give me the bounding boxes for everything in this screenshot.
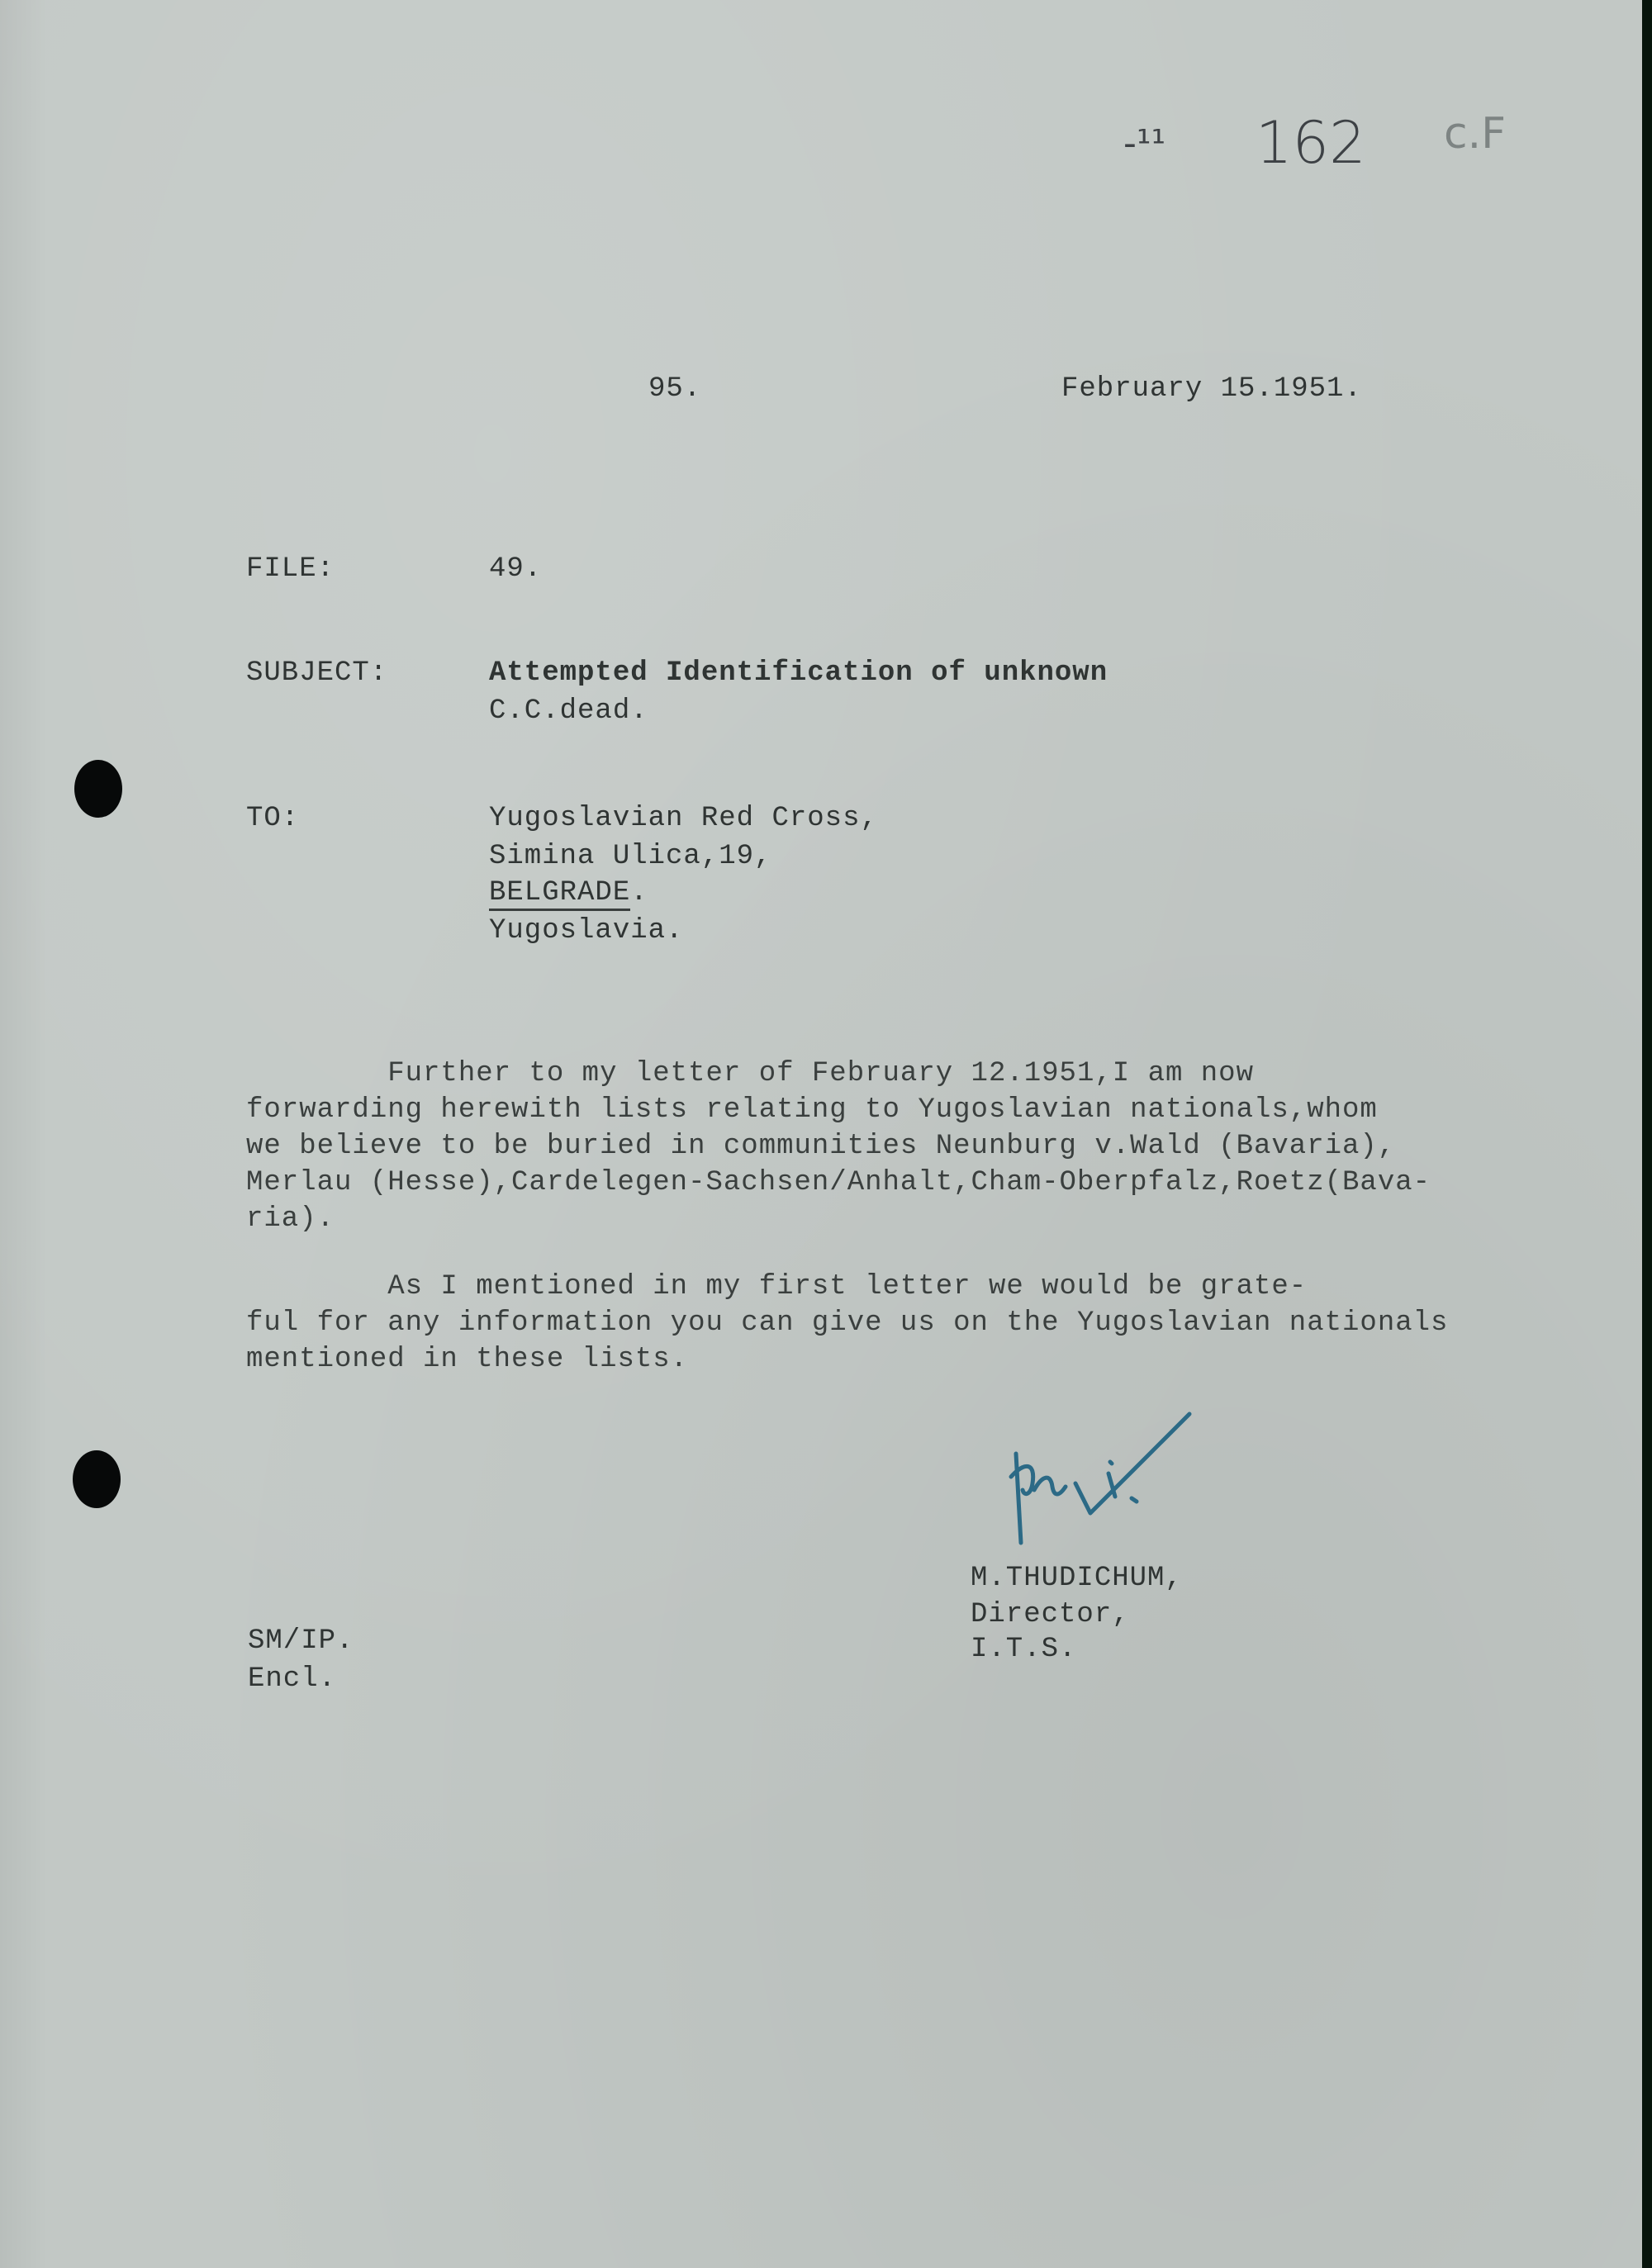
- file-label: FILE:: [246, 553, 335, 585]
- body-line: ful for any information you can give us on the Yugoslavian nationals: [246, 1307, 1449, 1339]
- typist-initials: SM/IP.: [248, 1625, 354, 1657]
- body-line: ria).: [246, 1203, 335, 1235]
- body-line: Merlau (Hesse),Cardelegen-Sachsen/Anhalt,Cham-Oberpfalz,Roetz(Bava-: [246, 1167, 1431, 1198]
- signatory-title: Director,: [971, 1599, 1130, 1630]
- subject-line-1: Attempted Identification of unknown: [489, 657, 1108, 689]
- punch-hole-lower: [73, 1450, 121, 1508]
- signatory-name: M.THUDICHUM,: [971, 1563, 1183, 1594]
- file-value: 49.: [489, 553, 543, 585]
- enclosure-note: Encl.: [248, 1663, 337, 1695]
- handwritten-signature: [999, 1404, 1214, 1553]
- to-city: BELGRADE: [489, 877, 630, 911]
- body-paragraph-2: [246, 1269, 1448, 1378]
- letter-date: February 15.1951.: [1061, 373, 1362, 405]
- subject-line-2: C.C.dead.: [489, 695, 648, 727]
- to-city-line: [489, 877, 648, 909]
- to-line-4: Yugoslavia.: [489, 915, 684, 947]
- subject-label: SUBJECT:: [246, 657, 388, 689]
- to-city-suffix: .: [630, 877, 648, 909]
- body-line: mentioned in these lists.: [246, 1344, 689, 1375]
- paper-edge-shadow: [0, 0, 48, 2268]
- letter-reference: 95.: [648, 373, 702, 405]
- to-line-2: Simina Ulica,19,: [489, 841, 772, 872]
- to-label: TO:: [246, 803, 300, 834]
- punch-hole-upper: [74, 760, 122, 818]
- body-line: Further to my letter of February 12.1951,I am now: [246, 1058, 1254, 1089]
- page-number: 162: [1256, 109, 1366, 177]
- body-line: forwarding herewith lists relating to Yugoslavian nationals,whom: [246, 1094, 1378, 1126]
- signatory-org: I.T.S.: [971, 1634, 1077, 1665]
- corner-initials: c.F: [1444, 109, 1507, 159]
- body-line: As I mentioned in my first letter we would be grate-: [246, 1271, 1308, 1302]
- to-line-1: Yugoslavian Red Cross,: [489, 803, 878, 834]
- archive-stamp-prefix: -¹¹: [1123, 122, 1166, 164]
- body-paragraph-1: [246, 1056, 1431, 1237]
- body-line: we believe to be buried in communities Neunburg v.Wald (Bavaria),: [246, 1131, 1396, 1162]
